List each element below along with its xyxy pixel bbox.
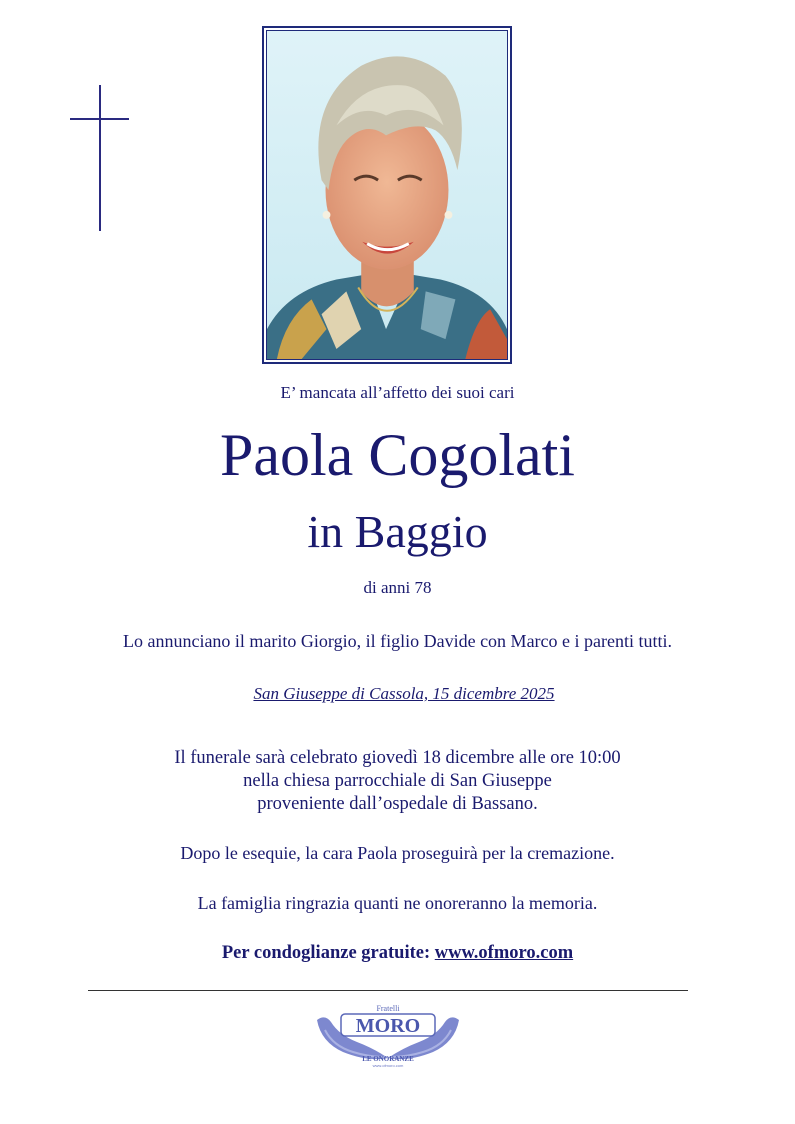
hands-icon [313, 1002, 463, 1068]
funeral-line-2: nella chiesa parrocchiale di San Giuseppe [243, 771, 552, 791]
funeral-home-logo [313, 1002, 463, 1068]
portrait-photo [266, 30, 508, 360]
married-name: in Baggio [307, 506, 488, 557]
funeral-line-3: proveniente dall’ospedale di Bassano. [257, 794, 538, 814]
logo-top-text: Fratelli [376, 1004, 400, 1013]
condolences-label: Per condoglianze gratuite: [221, 943, 431, 963]
condolences-line [0, 943, 795, 964]
logo-bottom-text: LE ONORANZE [362, 1055, 414, 1063]
thanks-text: La famiglia ringrazia quanti ne onoreranno la memoria. [197, 893, 598, 913]
logo-small-text: www.ofmoro.com [372, 1063, 404, 1068]
deceased-name: Paola Cogolati [220, 422, 575, 488]
cremation-text: Dopo le esequie, la cara Paola proseguirà per la cremazione. [180, 843, 615, 863]
condolences-link[interactable]: www.ofmoro.com [434, 943, 574, 963]
announcement-text: Lo annunciano il marito Giorgio, il figlio Davide con Marco e i parenti tutti. [122, 631, 673, 651]
place-date-text: San Giuseppe di Cassola, 15 dicembre 2025 [253, 684, 555, 703]
cross-vertical-bar [99, 85, 101, 231]
funeral-line-1: Il funerale sarà celebrato giovedì 18 dicembre alle ore 10:00 [174, 748, 621, 768]
portrait-image [267, 31, 507, 359]
divider-line [88, 990, 688, 991]
logo-main-text: MORO [355, 1015, 421, 1037]
intro-text: E’ mancata all’affetto dei suoi cari [280, 383, 515, 402]
age-text: di anni 78 [363, 578, 432, 597]
funeral-details [0, 747, 795, 816]
portrait-frame [262, 26, 512, 364]
cross-horizontal-bar [70, 118, 129, 120]
